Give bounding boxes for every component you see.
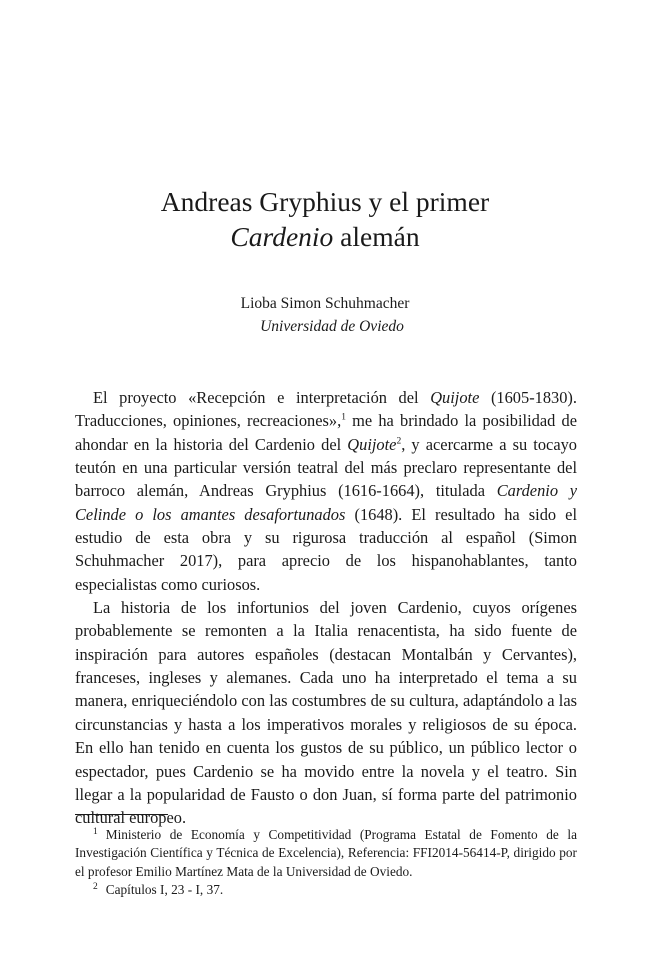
title-line-1: Andreas Gryphius y el primer xyxy=(160,186,490,217)
footnote-2 xyxy=(75,881,577,899)
title-line-2-rest: alemán xyxy=(333,221,420,252)
p1-text-3: me ha brindado la posibilidad de ahondar en la historia del Cardenio del xyxy=(75,411,577,454)
footnote-1-number: 1 xyxy=(93,826,98,837)
footnote-2-text: Capítulos I, 23 - I, 37. xyxy=(105,882,224,898)
author-affiliation: Universidad de Oviedo xyxy=(260,318,404,335)
footnote-separator xyxy=(75,814,168,815)
author-name: Lioba Simon Schuhmacher xyxy=(240,295,410,312)
p1-italic-work-title: Cardenio y Celinde o los amantes desafortunados xyxy=(75,481,578,524)
footnotes xyxy=(75,826,577,900)
author-block xyxy=(0,292,650,338)
footnote-1-text: Ministerio de Economía y Competitividad (Programa Estatal de Fomento de la Investigación Científica y Técnica de Excelencia), Referencia: FFI2014-56414-P, dirigido por el profesor Emilio Martínez Mata de la Universidad de Oviedo. xyxy=(75,827,577,879)
p1-text-5: (1648). El resultado ha sido el estudio de esta obra y su rigurosa traducción al español (Simon Schuhmacher 2017), para aprecio de los hispanohablantes, tanto especialistas como curiosos. xyxy=(75,504,578,594)
title-italic-cardenio: Cardenio xyxy=(230,221,334,252)
p1-italic-quijote-2: Quijote xyxy=(347,434,397,454)
footnote-1 xyxy=(75,826,577,881)
paragraph-2: La historia de los infortunios del joven Cardenio, cuyos orígenes probablemente se remonten a la Italia renacentista, ha sido fuente de inspiración para autores españoles (destacan Montalbán y Cervantes), franceses, ingleses y alemanes. Cada uno ha interpretado el tema a su manera, enriqueciéndolo con las costumbres de su cultura, adaptándolo a las circunstancias y hasta a los imperativos morales y religiosos de su época. En ello han tenido en cuenta los gustos de su público, un público lector o espectador, pues Cardenio se ha movido entre la novela y el teatro. Sin llegar a la popularidad de Fausto o don Juan, sí forma parte del patrimonio cultural europeo. xyxy=(75,598,577,828)
article-title xyxy=(0,184,650,254)
footnote-2-number: 2 xyxy=(93,881,98,892)
body-text xyxy=(75,386,577,830)
p1-italic-quijote-1: Quijote xyxy=(430,388,480,407)
title-line-2 xyxy=(0,219,650,254)
p1-text-2: (1605-1830). Traducciones, opiniones, recreaciones», xyxy=(75,388,577,431)
p1-text-4: , y acercarme a su tocayo teutón en una particular versión teatral del más preclaro representante del barroco alemán, Andreas Gryphius (1616-1664), titulada xyxy=(75,434,577,501)
footnote-ref-1[interactable]: 1 xyxy=(341,412,346,423)
p1-text-1: El proyecto «Recepción e interpretación del xyxy=(93,388,431,407)
footnote-ref-2[interactable]: 2 xyxy=(396,436,402,447)
paragraph-1 xyxy=(75,386,577,596)
